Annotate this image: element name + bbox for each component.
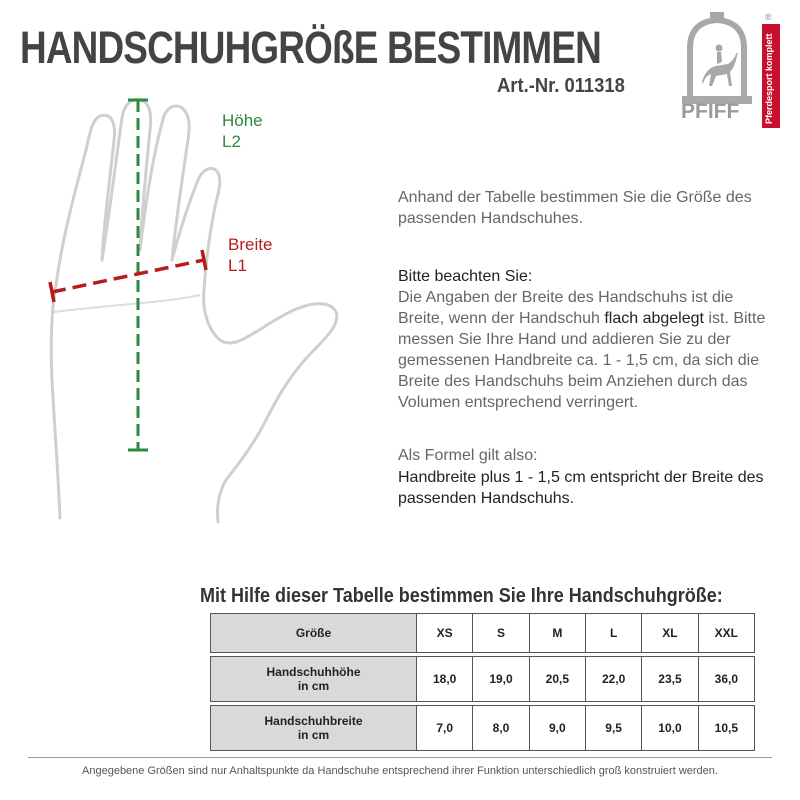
note-emphasis: flach abgelegt bbox=[604, 310, 704, 327]
table-cell: 18,0 bbox=[417, 657, 473, 702]
table-header-label: Größe bbox=[211, 614, 417, 653]
size-header-cell: M bbox=[529, 614, 585, 653]
size-header-cell: XS bbox=[417, 614, 473, 653]
brand-logo-text: PFIFF bbox=[681, 100, 740, 123]
row-label-height bbox=[211, 657, 417, 702]
note-text bbox=[398, 287, 778, 413]
table-cell: 22,0 bbox=[585, 657, 641, 702]
hand-outline bbox=[51, 100, 337, 522]
table-cell: 36,0 bbox=[698, 657, 754, 702]
formula-text: Handbreite plus 1 - 1,5 cm entspricht der Breite des passenden Handschuhs. bbox=[398, 469, 764, 507]
table-cell: 10,5 bbox=[698, 706, 754, 751]
table-cell: 10,0 bbox=[642, 706, 698, 751]
height-label-code: L2 bbox=[222, 132, 241, 151]
hand-outline-diagram bbox=[30, 90, 390, 550]
row-label-unit: in cm bbox=[297, 728, 330, 742]
article-number: Art.-Nr. 011318 bbox=[497, 75, 625, 97]
note-heading: Bitte beachten Sie: bbox=[398, 268, 533, 285]
table-cell: 7,0 bbox=[417, 706, 473, 751]
footer-disclaimer: Angegebene Größen sind nur Anhaltspunkte da Handschuhe entsprechend ihrer Funktion unterschiedlich groß konstruiert werden. bbox=[82, 765, 718, 777]
size-table bbox=[210, 613, 755, 751]
table-cell: 19,0 bbox=[473, 657, 529, 702]
brand-band-text: Pferdesport komplett bbox=[764, 33, 774, 124]
table-cell: 9,0 bbox=[529, 706, 585, 751]
formula-heading: Als Formel gilt also: bbox=[398, 447, 538, 464]
width-label bbox=[228, 234, 272, 276]
size-header-cell: L bbox=[585, 614, 641, 653]
table-cell: 23,5 bbox=[642, 657, 698, 702]
size-header-cell: XL bbox=[642, 614, 698, 653]
footer-divider bbox=[28, 757, 772, 758]
width-measure-cap-right bbox=[202, 250, 206, 270]
table-cell: 9,5 bbox=[585, 706, 641, 751]
brand-band bbox=[762, 24, 780, 128]
size-header-cell: XXL bbox=[698, 614, 754, 653]
page-title: HANDSCHUHGRÖßE BESTIMMEN bbox=[20, 22, 601, 73]
table-row bbox=[211, 657, 755, 702]
table-cell: 20,5 bbox=[529, 657, 585, 702]
row-label-unit: in cm bbox=[297, 679, 330, 693]
width-measure-line bbox=[52, 260, 204, 292]
note-text-part1: Die Angaben der Breite des Handschuhs ist die Breite, wenn der Handschuh bbox=[398, 289, 734, 327]
table-cell: 8,0 bbox=[473, 706, 529, 751]
size-header-cell: S bbox=[473, 614, 529, 653]
table-title: Mit Hilfe dieser Tabelle bestimmen Sie Ihre Handschuhgröße: bbox=[200, 585, 723, 607]
registered-mark: ® bbox=[765, 12, 772, 22]
wrist-line bbox=[54, 295, 200, 312]
height-label-text: Höhe bbox=[222, 111, 263, 130]
height-label bbox=[222, 110, 263, 152]
table-header-row bbox=[211, 614, 755, 653]
row-label-line: Handschuhhöhe bbox=[266, 665, 361, 679]
row-label-width bbox=[211, 706, 417, 751]
intro-text: Anhand der Tabelle bestimmen Sie die Größe des passenden Handschuhes. bbox=[398, 189, 752, 227]
width-label-code: L1 bbox=[228, 256, 247, 275]
row-label-line: Handschuhbreite bbox=[264, 714, 363, 728]
table-row bbox=[211, 706, 755, 751]
width-label-text: Breite bbox=[228, 235, 273, 254]
note-text-part2: ist. Bitte messen Sie Ihre Hand und addieren Sie zu der gemessenen Handbreite ca. 1 - 1,5 cm, da sich die Breite des Handschuhs beim Anziehen durch das Volumen entsprechend verringert. bbox=[398, 310, 766, 411]
width-measure-cap-left bbox=[50, 282, 54, 302]
